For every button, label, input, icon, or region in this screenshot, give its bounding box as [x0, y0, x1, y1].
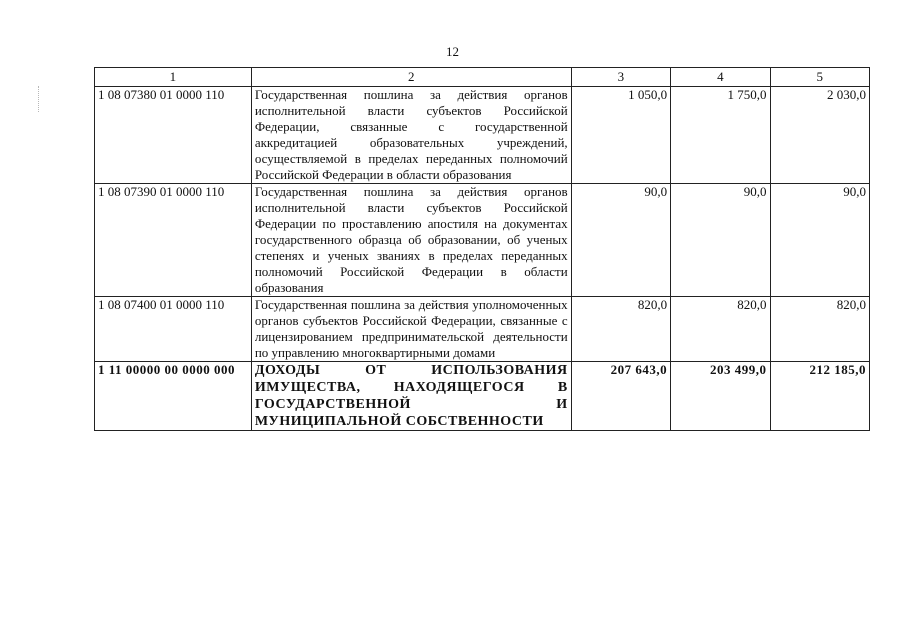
row-code: 1 08 07400 01 0000 110: [95, 297, 252, 362]
page-number: 12: [446, 44, 459, 59]
header-col-3: 3: [571, 68, 670, 87]
row-value-col5: 820,0: [770, 297, 869, 362]
row-name: Государственная пошлина за действия уполномоченных органов субъектов Российской Федерации, связанные с лицензированием предпринимательской деятельности по управлению многоквартирными домами: [251, 297, 571, 362]
budget-table: [94, 67, 870, 431]
row-value-col4: 90,0: [671, 184, 770, 297]
header-col-2: 2: [251, 68, 571, 87]
row-value-col5: 212 185,0: [770, 362, 869, 431]
scan-artifact: [38, 86, 43, 112]
row-value-col5: 2 030,0: [770, 87, 869, 184]
row-value-col4: 1 750,0: [671, 87, 770, 184]
row-value-col4: 203 499,0: [671, 362, 770, 431]
table-row: [95, 87, 870, 184]
table-row: [95, 297, 870, 362]
table-row: [95, 184, 870, 297]
row-name: Государственная пошлина за действия органов исполнительной власти субъектов Российской Федерации, связанные с государственной аккредитацией образовательных учреждений, осуществляемой в пределах переданных полномочий Российской Федерации в области образования: [251, 87, 571, 184]
row-value-col4: 820,0: [671, 297, 770, 362]
row-code: 1 08 07380 01 0000 110: [95, 87, 252, 184]
header-col-5: 5: [770, 68, 869, 87]
row-value-col3: 820,0: [571, 297, 670, 362]
row-value-col3: 1 050,0: [571, 87, 670, 184]
row-name: Государственная пошлина за действия органов исполнительной власти субъектов Российской Федерации по проставлению апостиля на документах государственного образца об образовании, об ученых степенях и ученых званиях в пределах переданных полномочий Российской Федерации в области образования: [251, 184, 571, 297]
row-code: 1 08 07390 01 0000 110: [95, 184, 252, 297]
row-value-col3: 90,0: [571, 184, 670, 297]
header-col-4: 4: [671, 68, 770, 87]
row-value-col5: 90,0: [770, 184, 869, 297]
table-row-section-total: [95, 362, 870, 431]
row-code: 1 11 00000 00 0000 000: [95, 362, 252, 431]
table-header-row: [95, 68, 870, 87]
row-name: ДОХОДЫ ОТ ИСПОЛЬЗОВАНИЯ ИМУЩЕСТВА, НАХОДЯЩЕГОСЯ В ГОСУДАРСТВЕННОЙ И МУНИЦИПАЛЬНОЙ СОБСТВЕННОСТИ: [251, 362, 571, 431]
header-col-1: 1: [95, 68, 252, 87]
row-value-col3: 207 643,0: [571, 362, 670, 431]
